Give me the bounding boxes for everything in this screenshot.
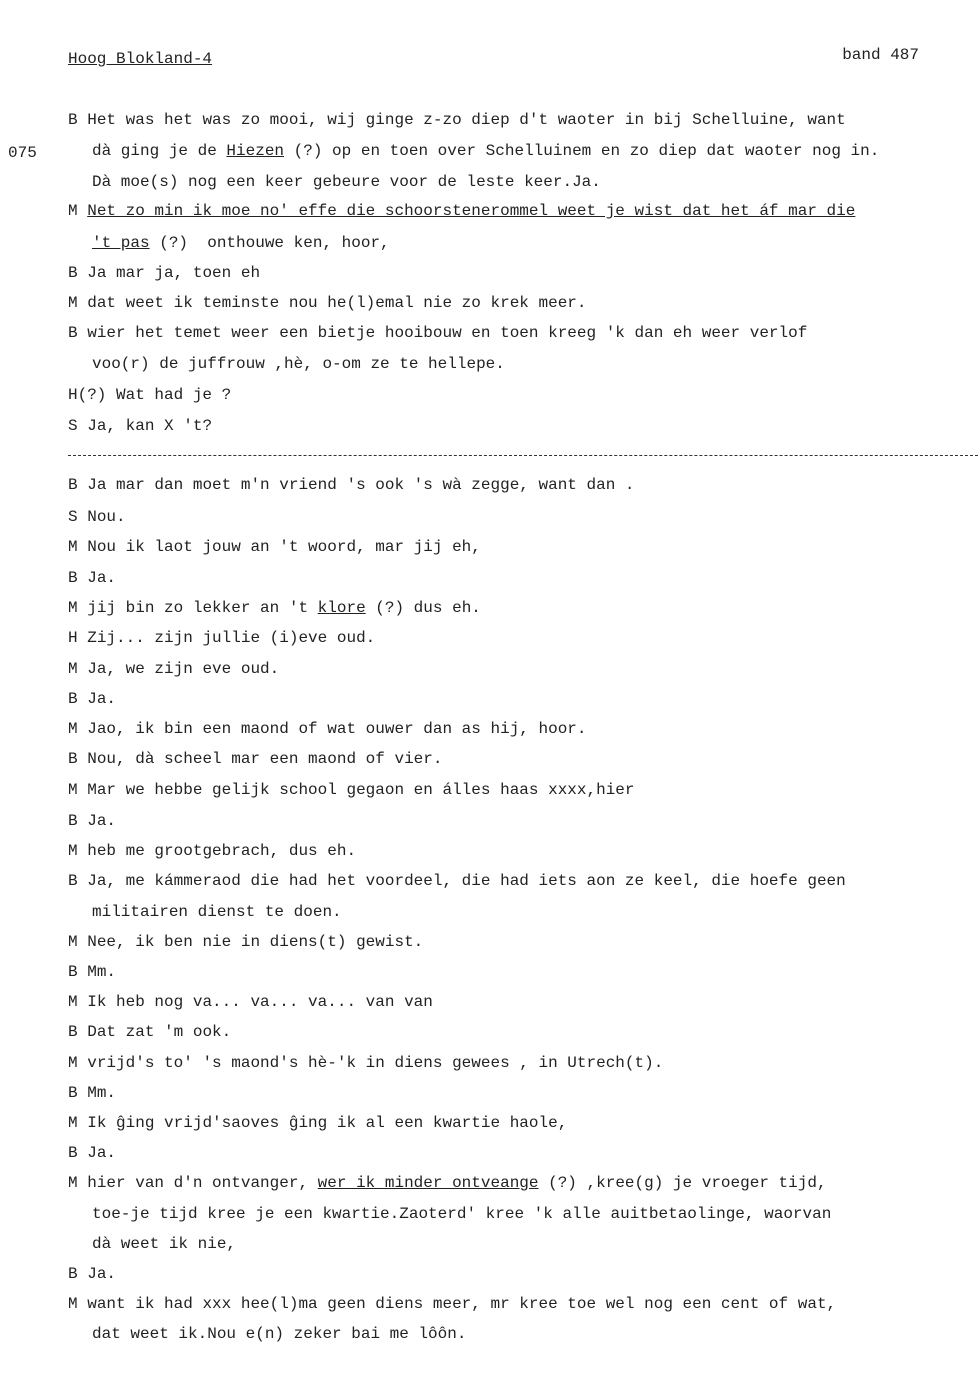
transcript-line: M dat weet ik teminste nou he(l)emal nie zo krek meer. (68, 294, 587, 312)
transcript-line: M jij bin zo lekker an 't klore (?) dus eh. (68, 599, 481, 617)
transcript-line: M hier van d'n ontvanger, wer ik minder ontveange (?) ,kree(g) je vroeger tijd, (68, 1174, 827, 1192)
transcript-line: B Ja. (68, 1265, 117, 1283)
transcript-line: Dà moe(s) nog een keer gebeure voor de leste keer.Ja. (92, 173, 601, 191)
section-divider (68, 455, 978, 456)
transcript-line: H(?) Wat had je ? (68, 386, 232, 404)
transcript-line: 't pas (?) onthouwe ken, hoor, (92, 234, 390, 252)
transcript-line: B Ja mar dan moet m'n vriend 's ook 's wà zegge, want dan . (68, 476, 635, 494)
transcript-line: voo(r) de juffrouw ,hè, o-om ze te hellepe. (92, 355, 505, 373)
transcript-line: S Nou. (68, 508, 126, 526)
transcript-line: M Nee, ik ben nie in diens(t) gewist. (68, 933, 424, 951)
transcript-line: dat weet ik.Nou e(n) zeker bai me lôôn. (92, 1325, 467, 1343)
page-header (68, 46, 919, 76)
document-title: Hoog Blokland-4 (68, 50, 213, 68)
transcript-line: B Nou, dà scheel mar een maond of vier. (68, 750, 443, 768)
transcript-line: toe-je tijd kree je een kwartie.Zaoterd' kree 'k alle auitbetaolinge, waorvan (92, 1205, 832, 1223)
transcript-line: B Ja. (68, 569, 117, 587)
transcript-line: B Mm. (68, 963, 117, 981)
transcript-line: S Ja, kan X 't? (68, 417, 213, 435)
transcript-line: B Ja mar ja, toen eh (68, 264, 261, 282)
transcript-line: M Jao, ik bin een maond of wat ouwer dan as hij, hoor. (68, 720, 587, 738)
transcript-line: M vrijd's to' 's maond's hè-'k in diens gewees , in Utrech(t). (68, 1054, 664, 1072)
transcript-line: B wier het temet weer een bietje hooibouw en toen kreeg 'k dan eh weer verlof (68, 324, 808, 342)
transcript-line: M Net zo min ik moe no' effe die schoorstenerommel weet je wist dat het áf mar die (68, 202, 856, 220)
transcript-line: H Zij... zijn jullie (i)eve oud. (68, 629, 376, 647)
transcript-line: dà ging je de Hiezen (?) op en toen over Schelluinem en zo diep dat waoter nog in. (92, 142, 880, 160)
band-number: band 487 (842, 46, 919, 64)
transcript-line: M Nou ik laot jouw an 't woord, mar jij eh, (68, 538, 481, 556)
transcript-line: B Ja. (68, 690, 117, 708)
transcript-line: M Mar we hebbe gelijk school gegaon en álles haas xxxx,hier (68, 781, 635, 799)
transcript-line: B Het was het was zo mooi, wij ginge z-zo diep d't waoter in bij Schelluine, want (68, 111, 846, 129)
transcript-line: B Mm. (68, 1084, 117, 1102)
transcript-line: M heb me grootgebrach, dus eh. (68, 842, 357, 860)
transcript-line: dà weet ik nie, (92, 1235, 237, 1253)
transcript-line: B Ja. (68, 812, 117, 830)
transcript-line: M Ik heb nog va... va... va... van van (68, 993, 433, 1011)
transcript-line: M want ik had xxx hee(l)ma geen diens meer, mr kree toe wel nog een cent of wat, (68, 1295, 837, 1313)
transcript-line: B Ja. (68, 1144, 117, 1162)
transcript-line: M Ik ĝing vrijd'saoves ĝing ik al een kwartie haole, (68, 1114, 568, 1132)
transcript-line: B Ja, me kámmeraod die had het voordeel, die had iets aon ze keel, die hoefe geen (68, 872, 846, 890)
transcript-line: militairen dienst te doen. (92, 903, 342, 921)
margin-number: 075 (8, 144, 37, 162)
transcript-line: B Dat zat 'm ook. (68, 1023, 232, 1041)
transcript-line: M Ja, we zijn eve oud. (68, 660, 280, 678)
